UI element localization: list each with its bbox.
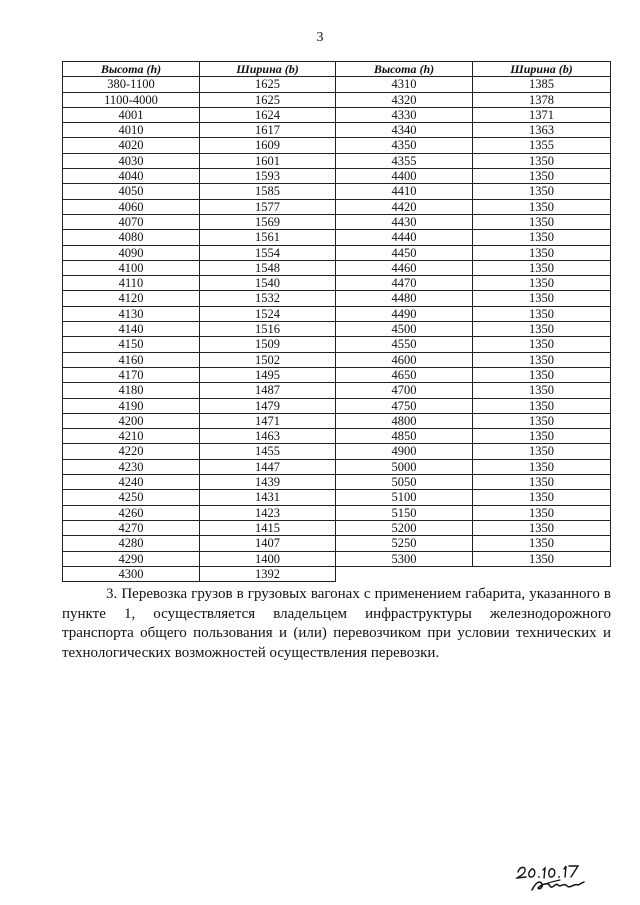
table-row [63, 138, 611, 153]
table-row [63, 398, 611, 413]
table-row [63, 153, 611, 168]
paragraph-item-3 [62, 585, 611, 663]
table-row [63, 260, 611, 275]
cell-height-1: 4060 [63, 199, 200, 214]
cell-height-1: 4100 [63, 260, 200, 275]
cell-width-1: 1569 [200, 214, 336, 229]
cell-width-2: 1350 [473, 505, 611, 520]
cell-width-1: 1524 [200, 306, 336, 321]
cell-width-1: 1625 [200, 77, 336, 92]
cell-height-2 [336, 566, 473, 581]
table-row [63, 123, 611, 138]
cell-width-1: 1487 [200, 383, 336, 398]
column-header-height-2: Высота (h) [336, 62, 473, 77]
cell-width-1: 1495 [200, 367, 336, 382]
table-row [63, 429, 611, 444]
cell-width-1: 1455 [200, 444, 336, 459]
table-row [63, 291, 611, 306]
cell-height-2: 4410 [336, 184, 473, 199]
cell-width-2: 1350 [473, 214, 611, 229]
cell-height-1: 1100-4000 [63, 92, 200, 107]
handwritten-signature [512, 858, 592, 894]
cell-height-2: 4400 [336, 169, 473, 184]
cell-height-1: 4260 [63, 505, 200, 520]
cell-height-1: 4001 [63, 107, 200, 122]
table-row [63, 184, 611, 199]
cell-width-2: 1350 [473, 260, 611, 275]
cell-height-2: 4480 [336, 291, 473, 306]
cell-height-2: 4430 [336, 214, 473, 229]
dimensions-table [62, 61, 611, 582]
cell-width-2: 1385 [473, 77, 611, 92]
cell-height-2: 4490 [336, 306, 473, 321]
cell-width-2: 1350 [473, 398, 611, 413]
table-row [63, 245, 611, 260]
cell-width-1: 1423 [200, 505, 336, 520]
cell-height-1: 4250 [63, 490, 200, 505]
column-header-width-2: Ширина (b) [473, 62, 611, 77]
cell-width-2: 1350 [473, 153, 611, 168]
table-row [63, 459, 611, 474]
table-row [63, 77, 611, 92]
cell-height-2: 4850 [336, 429, 473, 444]
cell-width-1: 1407 [200, 536, 336, 551]
cell-height-2: 4650 [336, 367, 473, 382]
paragraph-text: 3. Перевозка грузов в грузовых вагонах с применением габарита, указанного в пункте 1, осуществляется владельцем инфраструктуры железнодорожного транспорта общего пользования и (или) перевозчиком при условии технических и технологических возможностей осуществления перевозки. [62, 586, 611, 661]
cell-width-1: 1624 [200, 107, 336, 122]
table-row [63, 214, 611, 229]
cell-height-2: 5200 [336, 520, 473, 535]
table-row [63, 444, 611, 459]
cell-width-2: 1350 [473, 520, 611, 535]
table-row [63, 322, 611, 337]
column-header-width-1: Ширина (b) [200, 62, 336, 77]
table-row [63, 337, 611, 352]
cell-height-1: 4040 [63, 169, 200, 184]
cell-height-1: 4240 [63, 475, 200, 490]
table-row [63, 383, 611, 398]
cell-height-2: 4600 [336, 352, 473, 367]
table-row [63, 566, 611, 581]
cell-width-2: 1350 [473, 337, 611, 352]
cell-height-2: 4800 [336, 413, 473, 428]
cell-width-1: 1548 [200, 260, 336, 275]
table-row [63, 551, 611, 566]
cell-height-1: 4170 [63, 367, 200, 382]
cell-height-2: 4470 [336, 276, 473, 291]
cell-height-2: 4440 [336, 230, 473, 245]
table-row [63, 306, 611, 321]
cell-width-1: 1601 [200, 153, 336, 168]
cell-width-1: 1554 [200, 245, 336, 260]
cell-width-2: 1350 [473, 551, 611, 566]
cell-height-2: 5300 [336, 551, 473, 566]
cell-width-1: 1625 [200, 92, 336, 107]
cell-height-1: 4050 [63, 184, 200, 199]
cell-height-1: 4180 [63, 383, 200, 398]
cell-height-2: 4310 [336, 77, 473, 92]
cell-width-1: 1585 [200, 184, 336, 199]
cell-width-1: 1617 [200, 123, 336, 138]
cell-height-2: 4340 [336, 123, 473, 138]
signature-icon [512, 858, 592, 894]
cell-width-2: 1350 [473, 306, 611, 321]
cell-width-1: 1561 [200, 230, 336, 245]
cell-height-2: 4330 [336, 107, 473, 122]
cell-width-1: 1577 [200, 199, 336, 214]
cell-height-1: 4070 [63, 214, 200, 229]
cell-width-2: 1363 [473, 123, 611, 138]
cell-width-2: 1350 [473, 322, 611, 337]
cell-width-2: 1355 [473, 138, 611, 153]
cell-height-1: 4090 [63, 245, 200, 260]
cell-width-2: 1350 [473, 459, 611, 474]
cell-width-2: 1378 [473, 92, 611, 107]
cell-width-1: 1463 [200, 429, 336, 444]
table-row [63, 475, 611, 490]
cell-height-1: 4290 [63, 551, 200, 566]
cell-width-1: 1471 [200, 413, 336, 428]
cell-height-1: 4030 [63, 153, 200, 168]
cell-height-2: 4460 [336, 260, 473, 275]
cell-height-1: 380-1100 [63, 77, 200, 92]
cell-height-2: 4900 [336, 444, 473, 459]
cell-width-2: 1350 [473, 199, 611, 214]
cell-width-2: 1350 [473, 276, 611, 291]
table-header-row [63, 62, 611, 77]
table-row [63, 276, 611, 291]
cell-height-2: 4355 [336, 153, 473, 168]
cell-width-2: 1350 [473, 367, 611, 382]
cell-width-2: 1350 [473, 184, 611, 199]
cell-height-2: 5150 [336, 505, 473, 520]
cell-height-1: 4010 [63, 123, 200, 138]
cell-width-1: 1593 [200, 169, 336, 184]
table-row [63, 169, 611, 184]
cell-height-1: 4190 [63, 398, 200, 413]
cell-height-1: 4140 [63, 322, 200, 337]
cell-height-1: 4300 [63, 566, 200, 581]
cell-height-1: 4150 [63, 337, 200, 352]
cell-width-2: 1371 [473, 107, 611, 122]
cell-width-1: 1447 [200, 459, 336, 474]
cell-height-1: 4270 [63, 520, 200, 535]
cell-width-1: 1540 [200, 276, 336, 291]
table-row [63, 413, 611, 428]
cell-width-2: 1350 [473, 475, 611, 490]
cell-height-1: 4220 [63, 444, 200, 459]
cell-height-1: 4280 [63, 536, 200, 551]
cell-height-1: 4120 [63, 291, 200, 306]
table-header [63, 62, 611, 77]
cell-width-1: 1439 [200, 475, 336, 490]
cell-width-1: 1516 [200, 322, 336, 337]
table-row [63, 367, 611, 382]
cell-width-1: 1400 [200, 551, 336, 566]
cell-width-2: 1350 [473, 444, 611, 459]
cell-height-2: 5100 [336, 490, 473, 505]
page-number: 3 [316, 30, 324, 45]
table-row [63, 520, 611, 535]
cell-height-2: 4500 [336, 322, 473, 337]
cell-width-2: 1350 [473, 383, 611, 398]
cell-width-2: 1350 [473, 291, 611, 306]
cell-width-1: 1609 [200, 138, 336, 153]
table-row [63, 505, 611, 520]
cell-height-2: 4350 [336, 138, 473, 153]
table-row [63, 107, 611, 122]
cell-width-1: 1431 [200, 490, 336, 505]
cell-height-2: 4450 [336, 245, 473, 260]
cell-height-1: 4210 [63, 429, 200, 444]
cell-height-2: 4420 [336, 199, 473, 214]
cell-width-1: 1415 [200, 520, 336, 535]
cell-width-2: 1350 [473, 169, 611, 184]
cell-width-1: 1392 [200, 566, 336, 581]
cell-height-1: 4080 [63, 230, 200, 245]
cell-width-2: 1350 [473, 429, 611, 444]
table-row [63, 199, 611, 214]
column-header-height-1: Высота (h) [63, 62, 200, 77]
cell-height-2: 5000 [336, 459, 473, 474]
table-row [63, 352, 611, 367]
table-row [63, 92, 611, 107]
cell-height-1: 4130 [63, 306, 200, 321]
cell-height-2: 5050 [336, 475, 473, 490]
table-body [63, 77, 611, 582]
cell-height-2: 4550 [336, 337, 473, 352]
cell-width-1: 1479 [200, 398, 336, 413]
table-row [63, 536, 611, 551]
cell-height-1: 4110 [63, 276, 200, 291]
cell-width-2: 1350 [473, 352, 611, 367]
cell-height-1: 4160 [63, 352, 200, 367]
cell-height-2: 5250 [336, 536, 473, 551]
cell-width-1: 1509 [200, 337, 336, 352]
cell-width-2: 1350 [473, 536, 611, 551]
table-row [63, 230, 611, 245]
cell-height-1: 4200 [63, 413, 200, 428]
cell-height-1: 4230 [63, 459, 200, 474]
cell-width-2: 1350 [473, 245, 611, 260]
cell-width-1: 1532 [200, 291, 336, 306]
cell-height-2: 4320 [336, 92, 473, 107]
cell-height-2: 4700 [336, 383, 473, 398]
cell-width-1: 1502 [200, 352, 336, 367]
cell-width-2 [473, 566, 611, 581]
cell-width-2: 1350 [473, 490, 611, 505]
cell-width-2: 1350 [473, 230, 611, 245]
table-row [63, 490, 611, 505]
dimensions-table-container [62, 61, 610, 582]
cell-height-1: 4020 [63, 138, 200, 153]
cell-height-2: 4750 [336, 398, 473, 413]
cell-width-2: 1350 [473, 413, 611, 428]
